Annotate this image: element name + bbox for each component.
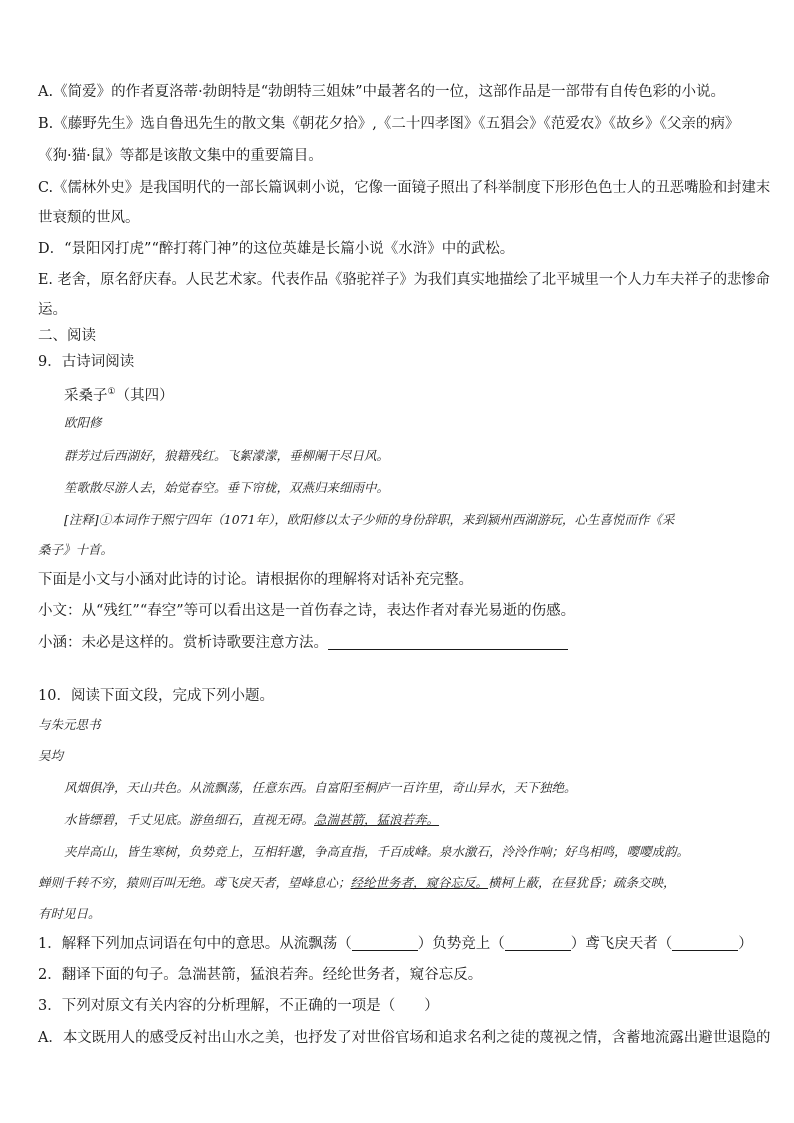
option-e-line1: E. 老舍，原名舒庆春。人民艺术家。代表作品《骆驼祥子》为我们真实地描绘了北平城里一个人力车夫祥子的悲惨命	[38, 272, 770, 288]
sub-question-1: 1．解释下列加点词语在句中的意思。从流飘荡（ ）负势竞上（ ）鸢飞戾天者（ ）	[38, 936, 753, 952]
poem-line-2: 笙歌散尽游人去，始觉春空。垂下帘栊，双燕归来细雨中。	[64, 480, 390, 495]
passage-author: 吴均	[38, 748, 64, 763]
blank-1[interactable]	[352, 936, 418, 951]
passage-paragraph-3-line3: 有时见日。	[38, 906, 101, 921]
option-e-line2: 运。	[38, 302, 67, 318]
underlined-sentence-2: 经纶世务者，窥谷忘反。	[350, 875, 489, 890]
dialogue-xiaowen: 小文：从“残红”“春空”等可以看出这是一首伤春之诗，表达作者对春光易逝的伤感。	[38, 603, 576, 619]
option-a: A.《简爱》的作者夏洛蒂·勃朗特是“勃朗特三姐妹”中最著名的一位，这部作品是一部带有自传色彩的小说。	[38, 84, 726, 100]
passage-paragraph-3-line2: 蝉则千转不穷，猿则百叫无绝。鸢飞戾天者，望峰息心；经纶世务者，窥谷忘反。横柯上蔽，在昼犹昏；疏条交映，	[38, 875, 676, 890]
poem-title: 采桑子①（其四）	[64, 387, 174, 404]
poem-note-line2: 桑子》十首。	[38, 542, 114, 557]
underlined-sentence-1: 急湍甚箭，猛浪若奔。	[314, 812, 440, 827]
poem-note-line1: [注释]①本词作于熙宁四年（1071年），欧阳修以太子少师的身份辞职，来到颍州西湖游玩，心生喜悦而作《采	[64, 512, 675, 527]
passage-title: 与朱元思书	[38, 717, 101, 732]
footnote-marker: ①	[107, 387, 116, 397]
sub-question-2: 2．翻译下面的句子。急湍甚箭，猛浪若奔。经纶世务者，窥谷忘反。	[38, 967, 483, 983]
q9-prompt: 下面是小文与小涵对此诗的讨论。请根据你的理解将对话补充完整。	[38, 572, 473, 588]
answer-blank[interactable]	[328, 635, 568, 650]
passage-paragraph-3-line1: 夹岸高山，皆生寒树，负势竞上，互相轩邈，争高直指，千百成峰。泉水激石，泠泠作响；好鸟相鸣，嘤嘤成韵。	[64, 844, 690, 859]
q9-title: 9．古诗词阅读	[38, 354, 135, 370]
option-b-line1: B.《藤野先生》选自鲁迅先生的散文集《朝花夕拾》,《二十四孝图》《五猖会》《范爱农》《故乡》《父亲的病》	[38, 116, 740, 132]
passage-paragraph-1: 风烟俱净，天山共色。从流飘荡，任意东西。自富阳至桐庐一百许里，奇山异水，天下独绝。	[64, 780, 577, 795]
poem-line-1: 群芳过后西湖好，狼籍残红。飞絮濛濛，垂柳阑干尽日风。	[64, 448, 390, 463]
option-c-line1: C.《儒林外史》是我国明代的一部长篇讽刺小说，它像一面镜子照出了科举制度下形形色色士人的丑恶嘴脸和封建末	[38, 180, 771, 196]
option-d: D．“景阳冈打虎”“醉打蒋门神”的这位英雄是长篇小说《水浒》中的武松。	[38, 241, 515, 257]
sub-question-3: 3．下列对原文有关内容的分析理解，不正确的一项是（ ）	[38, 998, 439, 1014]
blank-3[interactable]	[672, 936, 738, 951]
sub-question-3-option-a: A．本文既用人的感受反衬出山水之美，也抒发了对世俗官场和追求名利之徒的蔑视之情，含蓄地流露出避世退隐的	[38, 1030, 771, 1046]
blank-2[interactable]	[505, 936, 571, 951]
passage-paragraph-2: 水皆缥碧，千丈见底。游鱼细石，直视无碍。急湍甚箭，猛浪若奔。	[64, 812, 440, 827]
section-heading: 二、阅读	[38, 328, 96, 344]
dialogue-xiaohan: 小涵：未必是这样的。赏析诗歌要注意方法。	[38, 633, 568, 653]
q10-title: 10．阅读下面文段，完成下列小题。	[38, 688, 274, 704]
poem-author: 欧阳修	[64, 415, 102, 430]
option-c-line2: 世衰颓的世风。	[38, 210, 140, 226]
option-b-line2: 《狗·猫·鼠》等都是该散文集中的重要篇目。	[38, 148, 323, 164]
